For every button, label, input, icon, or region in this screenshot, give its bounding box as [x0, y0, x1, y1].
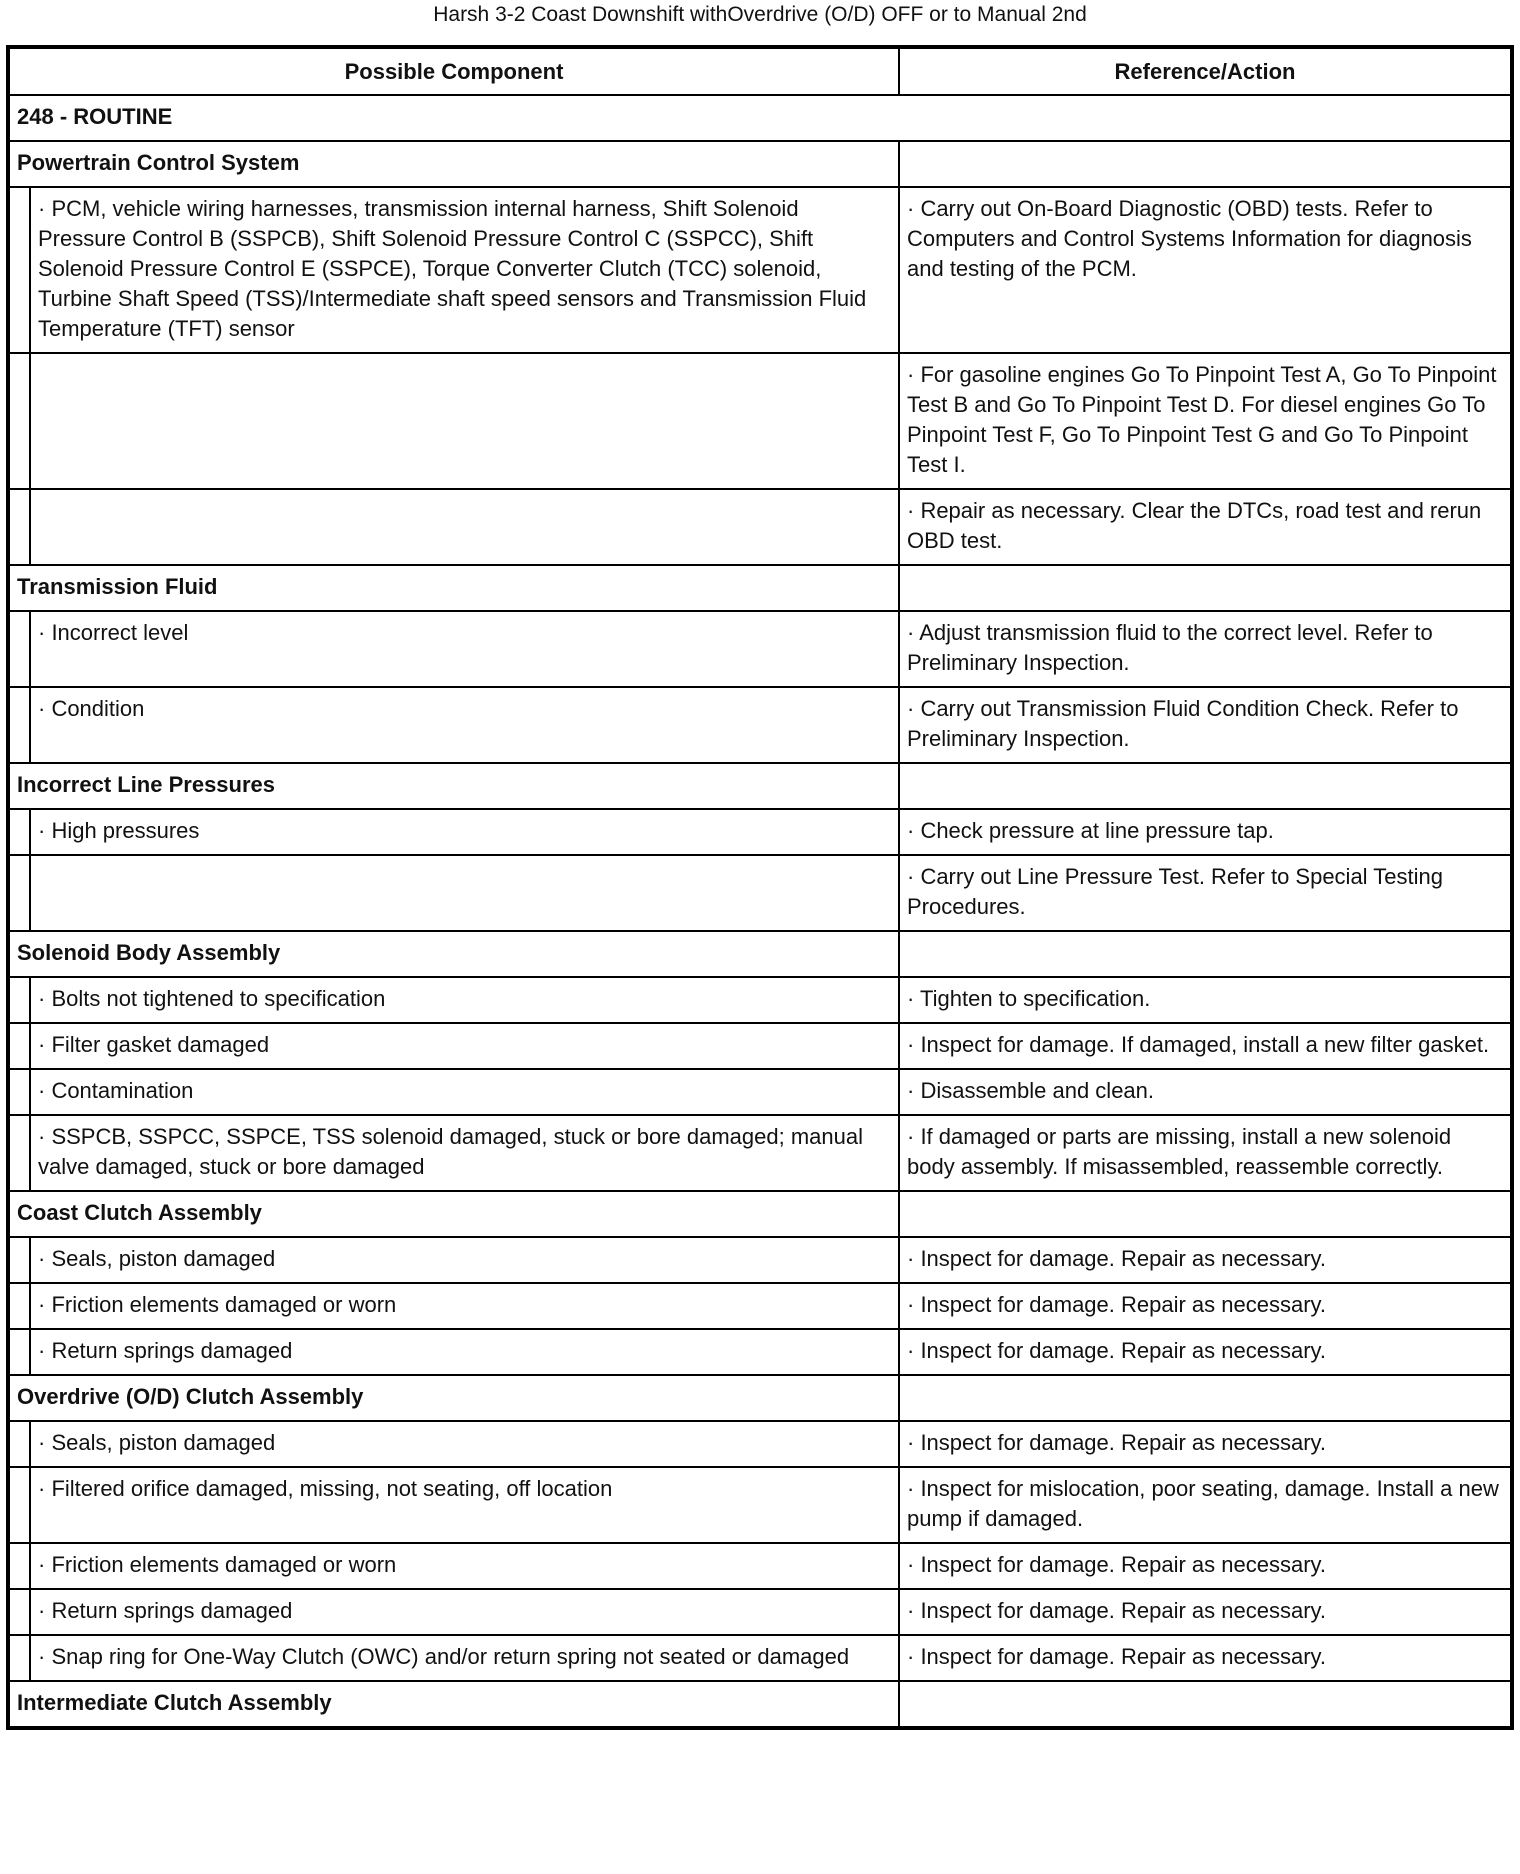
component-cell: · Friction elements damaged or worn [30, 1543, 899, 1589]
component-cell: · PCM, vehicle wiring harnesses, transmission internal harness, Shift Solenoid Pressure Control B (SSPCB), Shift Solenoid Pressure Control C (SSPCC), Shift Solenoid Pressure Control E (SSPCE), Torque Converter Clutch (TCC) solenoid, Turbine Shaft Speed (TSS)/Intermediate shaft speed sensors and Transmission Fluid Temperature (TFT) sensor [30, 187, 899, 353]
component-cell: · Friction elements damaged or worn [30, 1283, 899, 1329]
section-row [8, 1375, 1512, 1421]
action-cell: · Adjust transmission fluid to the correct level. Refer to Preliminary Inspection. [899, 611, 1512, 687]
indent-cell [8, 1115, 30, 1191]
indent-cell [8, 809, 30, 855]
component-cell: · Seals, piston damaged [30, 1421, 899, 1467]
section-action-empty [899, 1191, 1512, 1237]
indent-cell [8, 1589, 30, 1635]
indent-cell [8, 489, 30, 565]
action-cell: · If damaged or parts are missing, install a new solenoid body assembly. If misassembled, reassemble correctly. [899, 1115, 1512, 1191]
action-cell: · Inspect for mislocation, poor seating, damage. Install a new pump if damaged. [899, 1467, 1512, 1543]
table-row [8, 1543, 1512, 1589]
component-cell: · Return springs damaged [30, 1589, 899, 1635]
component-cell: · Snap ring for One-Way Clutch (OWC) and/or return spring not seated or damaged [30, 1635, 899, 1681]
section-row [8, 565, 1512, 611]
component-cell: · Contamination [30, 1069, 899, 1115]
action-cell: · Inspect for damage. Repair as necessary. [899, 1635, 1512, 1681]
section-label: Coast Clutch Assembly [8, 1191, 899, 1237]
section-action-empty [899, 1681, 1512, 1728]
table-row [8, 1635, 1512, 1681]
action-cell: · Disassemble and clean. [899, 1069, 1512, 1115]
action-cell: · Inspect for damage. Repair as necessary. [899, 1329, 1512, 1375]
action-cell: · Carry out Transmission Fluid Condition Check. Refer to Preliminary Inspection. [899, 687, 1512, 763]
indent-cell [8, 353, 30, 489]
table-row [8, 1421, 1512, 1467]
component-cell: · SSPCB, SSPCC, SSPCE, TSS solenoid damaged, stuck or bore damaged; manual valve damaged, stuck or bore damaged [30, 1115, 899, 1191]
indent-cell [8, 1543, 30, 1589]
table-row [8, 187, 1512, 353]
document-title: Harsh 3-2 Coast Downshift withOverdrive (O/D) OFF or to Manual 2nd [433, 3, 1087, 26]
section-action-empty [899, 141, 1512, 187]
table-row [8, 1023, 1512, 1069]
table-header-row [8, 47, 1512, 95]
indent-cell [8, 1329, 30, 1375]
action-cell: · Carry out On-Board Diagnostic (OBD) tests. Refer to Computers and Control Systems Information for diagnosis and testing of the PCM. [899, 187, 1512, 353]
table-row [8, 1115, 1512, 1191]
indent-cell [8, 687, 30, 763]
diagnostic-table [6, 45, 1514, 1730]
table-row [8, 489, 1512, 565]
section-action-empty [899, 1375, 1512, 1421]
section-label: Overdrive (O/D) Clutch Assembly [8, 1375, 899, 1421]
action-cell: · Repair as necessary. Clear the DTCs, road test and rerun OBD test. [899, 489, 1512, 565]
action-cell: · Inspect for damage. Repair as necessary. [899, 1543, 1512, 1589]
column-header-component: Possible Component [8, 47, 899, 95]
action-cell: · Inspect for damage. Repair as necessary. [899, 1237, 1512, 1283]
indent-cell [8, 1467, 30, 1543]
component-cell: · Condition [30, 687, 899, 763]
table-row [8, 977, 1512, 1023]
section-action-empty [899, 931, 1512, 977]
component-cell: · High pressures [30, 809, 899, 855]
table-row [8, 1237, 1512, 1283]
table-row [8, 687, 1512, 763]
table-row [8, 353, 1512, 489]
section-label: Transmission Fluid [8, 565, 899, 611]
indent-cell [8, 1023, 30, 1069]
indent-cell [8, 1635, 30, 1681]
action-cell: · Inspect for damage. Repair as necessary. [899, 1421, 1512, 1467]
indent-cell [8, 977, 30, 1023]
action-cell: · Tighten to specification. [899, 977, 1512, 1023]
component-cell: · Return springs damaged [30, 1329, 899, 1375]
column-header-action: Reference/Action [899, 47, 1512, 95]
component-cell: · Filtered orifice damaged, missing, not seating, off location [30, 1467, 899, 1543]
component-cell [30, 855, 899, 931]
section-action-empty [899, 565, 1512, 611]
section-row [8, 141, 1512, 187]
component-cell: · Filter gasket damaged [30, 1023, 899, 1069]
section-label: Intermediate Clutch Assembly [8, 1681, 899, 1728]
action-cell: · Check pressure at line pressure tap. [899, 809, 1512, 855]
action-cell: · Carry out Line Pressure Test. Refer to Special Testing Procedures. [899, 855, 1512, 931]
component-cell [30, 489, 899, 565]
indent-cell [8, 1069, 30, 1115]
table-row [8, 611, 1512, 687]
component-cell: · Incorrect level [30, 611, 899, 687]
section-label: Solenoid Body Assembly [8, 931, 899, 977]
section-label: Powertrain Control System [8, 141, 899, 187]
routine-label: 248 - ROUTINE [8, 95, 1512, 141]
component-cell [30, 353, 899, 489]
section-row [8, 1191, 1512, 1237]
table-row [8, 1467, 1512, 1543]
routine-row [8, 95, 1512, 141]
action-cell: · For gasoline engines Go To Pinpoint Test A, Go To Pinpoint Test B and Go To Pinpoint Test D. For diesel engines Go To Pinpoint Test F, Go To Pinpoint Test G and Go To Pinpoint Test I. [899, 353, 1512, 489]
indent-cell [8, 1237, 30, 1283]
indent-cell [8, 187, 30, 353]
section-row [8, 1681, 1512, 1728]
table-row [8, 1589, 1512, 1635]
indent-cell [8, 611, 30, 687]
section-action-empty [899, 763, 1512, 809]
indent-cell [8, 1421, 30, 1467]
component-cell: · Bolts not tightened to specification [30, 977, 899, 1023]
table-row [8, 1069, 1512, 1115]
table-row [8, 855, 1512, 931]
indent-cell [8, 855, 30, 931]
component-cell: · Seals, piston damaged [30, 1237, 899, 1283]
section-label: Incorrect Line Pressures [8, 763, 899, 809]
table-row [8, 1329, 1512, 1375]
table-row [8, 1283, 1512, 1329]
section-row [8, 763, 1512, 809]
action-cell: · Inspect for damage. Repair as necessary. [899, 1589, 1512, 1635]
table-row [8, 809, 1512, 855]
action-cell: · Inspect for damage. If damaged, install a new filter gasket. [899, 1023, 1512, 1069]
action-cell: · Inspect for damage. Repair as necessary. [899, 1283, 1512, 1329]
section-row [8, 931, 1512, 977]
indent-cell [8, 1283, 30, 1329]
